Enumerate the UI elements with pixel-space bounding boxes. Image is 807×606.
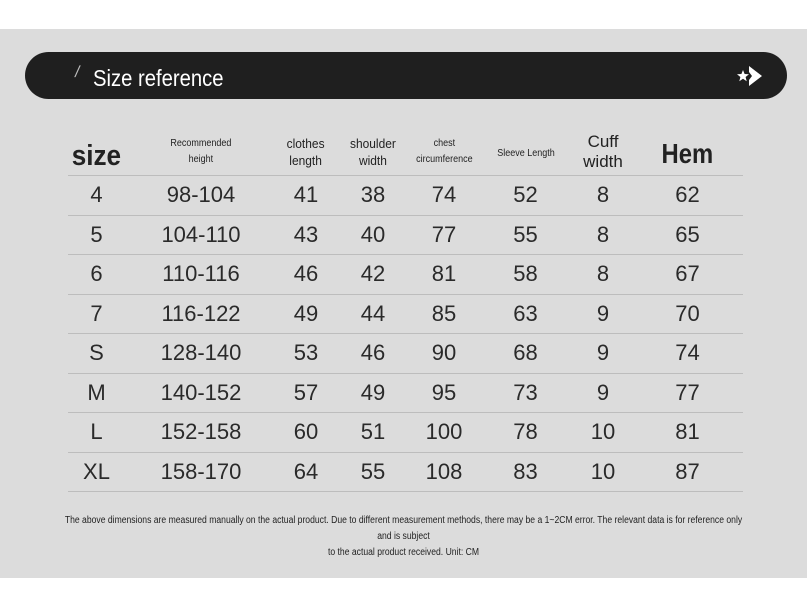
table-cell: 77 [632,373,743,413]
table-cell: 5 [68,215,125,255]
table-row [68,334,743,374]
table-cell: M [68,373,125,413]
table-cell: 70 [632,294,743,334]
table-cell: 83 [477,452,574,492]
table-cell: 8 [574,176,632,216]
header-title: Size reference [93,65,224,91]
table-cell: 85 [411,294,477,334]
col-header-clothes-length: clothes length [277,129,335,176]
slash-icon: / [73,64,82,81]
size-table [68,129,743,492]
table-cell: 74 [632,334,743,374]
table-cell: 65 [632,215,743,255]
table-cell: 52 [477,176,574,216]
table-header-row [68,129,743,176]
table-cell: 116-122 [125,294,277,334]
table-cell: XL [68,452,125,492]
table-cell: 152-158 [125,413,277,453]
table-cell: 43 [277,215,335,255]
table-cell: 74 [411,176,477,216]
table-cell: 140-152 [125,373,277,413]
table-cell: 46 [335,334,411,374]
col-header-cuff-width: Cuff width [574,129,632,176]
table-cell: 4 [68,176,125,216]
table-cell: 7 [68,294,125,334]
table-cell: 67 [632,255,743,295]
table-cell: 53 [277,334,335,374]
table-cell: 57 [277,373,335,413]
table-cell: 62 [632,176,743,216]
table-cell: 58 [477,255,574,295]
table-cell: 55 [335,452,411,492]
table-cell: 49 [335,373,411,413]
table-cell: 100 [411,413,477,453]
table-cell: 55 [477,215,574,255]
size-chart-panel [0,29,807,578]
table-cell: 42 [335,255,411,295]
table-cell: 81 [632,413,743,453]
table-cell: 8 [574,215,632,255]
table-cell: 73 [477,373,574,413]
table-cell: 90 [411,334,477,374]
table-cell: 128-140 [125,334,277,374]
table-cell: 9 [574,334,632,374]
table-cell: 6 [68,255,125,295]
table-cell: 44 [335,294,411,334]
table-cell: 68 [477,334,574,374]
table-cell: 40 [335,215,411,255]
table-row [68,294,743,334]
table-cell: 64 [277,452,335,492]
table-cell: 51 [335,413,411,453]
table-cell: 8 [574,255,632,295]
table-cell: 63 [477,294,574,334]
col-header-sleeve-length: Sleeve Length [477,129,574,176]
star-arrow-icon [737,63,765,89]
table-cell: 9 [574,373,632,413]
table-cell: 38 [335,176,411,216]
table-cell: 81 [411,255,477,295]
table-cell: 95 [411,373,477,413]
table-cell: 87 [632,452,743,492]
table-cell: 77 [411,215,477,255]
table-row [68,413,743,453]
table-cell: 98-104 [125,176,277,216]
table-cell: 158-170 [125,452,277,492]
table-cell: 60 [277,413,335,453]
table-body [68,176,743,492]
table-cell: 110-116 [125,255,277,295]
col-header-hem: Hem [632,129,743,176]
table-cell: 41 [277,176,335,216]
table-row [68,215,743,255]
table-cell: 78 [477,413,574,453]
table-cell: L [68,413,125,453]
table-cell: 9 [574,294,632,334]
table-cell: 10 [574,452,632,492]
table-row [68,176,743,216]
measurement-note: The above dimensions are measured manually on the actual product. Due to different measurement methods, there may be a 1~2CM error. The relevant data is for reference only and is subject to the actual product received. Unit: CM [64,515,743,558]
col-header-chest: chest circumference [411,129,477,176]
col-header-shoulder-width: shoulder width [335,129,411,176]
table-cell: 10 [574,413,632,453]
table-row [68,452,743,492]
table-row [68,255,743,295]
table-cell: 46 [277,255,335,295]
table-cell: 104-110 [125,215,277,255]
col-header-height: Recommended height [125,129,277,176]
table-cell: S [68,334,125,374]
table-cell: 108 [411,452,477,492]
table-row [68,373,743,413]
table-cell: 49 [277,294,335,334]
col-header-size: size [68,129,125,176]
header-bar [25,52,787,99]
